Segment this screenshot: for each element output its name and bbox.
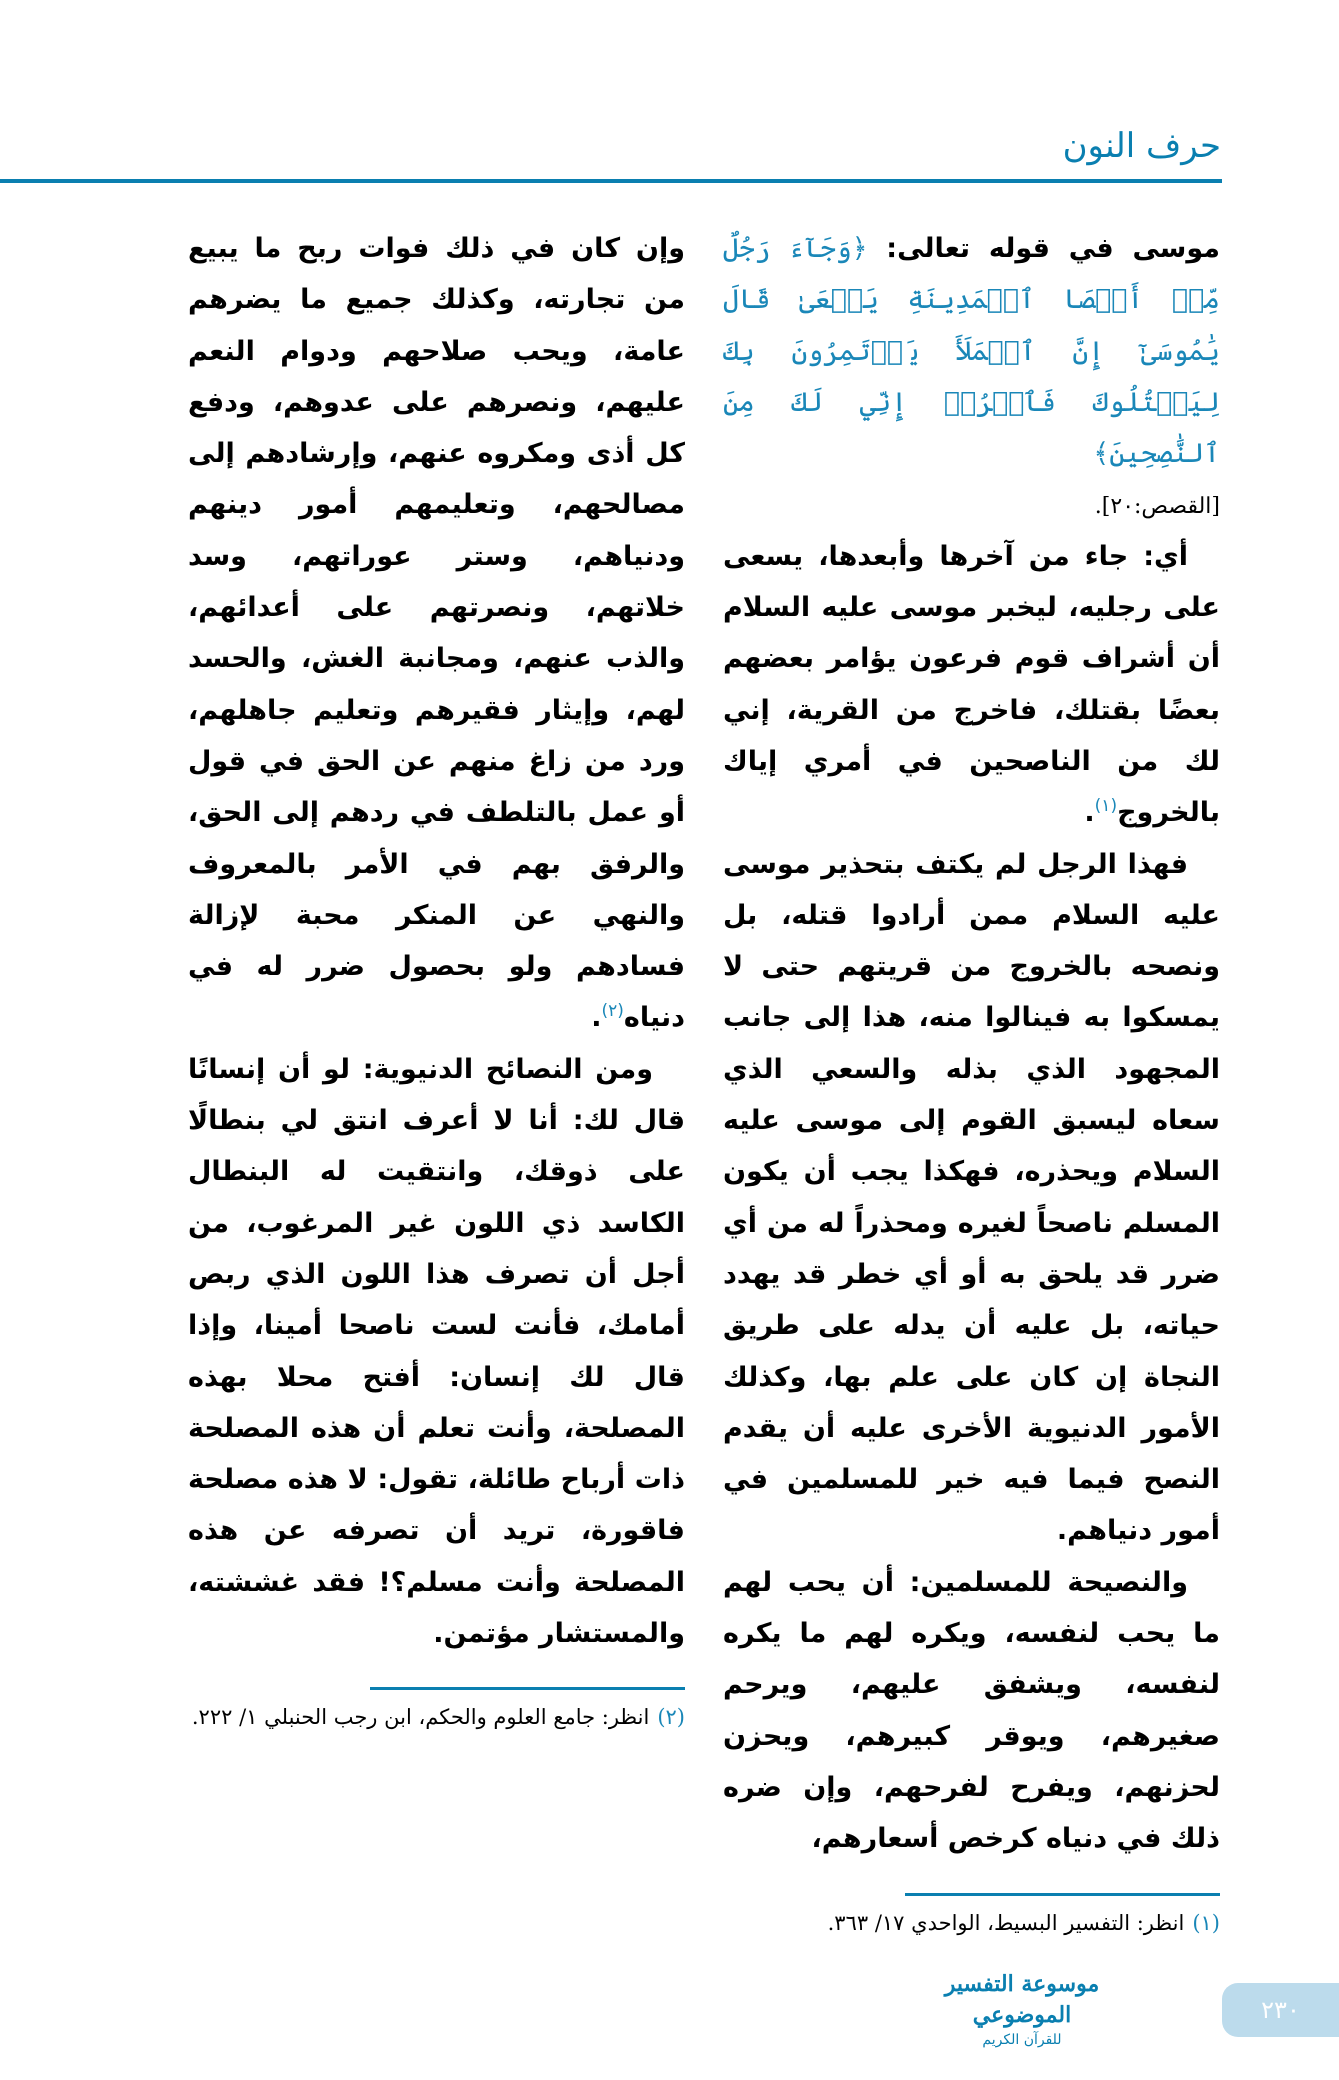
- paragraph: [723, 531, 1220, 839]
- footnote-ref-2[interactable]: (٢): [601, 1001, 624, 1022]
- footnote-divider: [905, 1893, 1220, 1896]
- footnote-number: (٢): [657, 1705, 685, 1730]
- footnote-1: [723, 1908, 1220, 1940]
- logo-title: موسوعة التفسير الموضوعي: [944, 1971, 1100, 2028]
- quran-open-ornament-icon: ﴿: [851, 233, 868, 264]
- paragraph-end: .: [591, 1002, 602, 1034]
- right-column-text: [723, 223, 1220, 1865]
- footnote-2: [188, 1702, 685, 1734]
- intro-text: موسى في قوله تعالى:: [867, 233, 1221, 264]
- quran-close-ornament-icon: ﴾: [1093, 438, 1110, 470]
- paragraph: فهذا الرجل لم يكتف بتحذير موسى عليه السلام ممن أرادوا قتله، بل ونصحه بالخروج من قريتهم حتى لا يمسكوا به فينالوا منه، هذا إلى جانب المجهود الذي بذله والسعي الذي سعاه ليسبق القوم إلى موسى عليه السلام ويحذره، فهكذا يجب أن يكون المسلم ناصحاً لغيره ومحذراً له من أي ضرر قد يلحق به أو أي خطر قد يهدد حياته، بل عليه أن يدله على طريق النجاة إن كان على علم بها، وكذلك الأمور الدنيوية الأخرى عليه أن يقدم النصح فيما فيه خير للمسلمين في أمور دنياهم.: [723, 848, 1220, 1547]
- footnote-text: انظر: جامع العلوم والحكم، ابن رجب الحنبلي ١/ ٢٢٢.: [191, 1705, 650, 1730]
- quran-reference: [القصص:٢٠].: [1094, 494, 1220, 520]
- page-footer: [0, 1969, 1339, 2080]
- quran-paragraph: [723, 223, 1220, 479]
- paragraph-text: وإن كان في ذلك فوات ربح ما يبيع من تجارته، وكذلك جميع ما يضرهم عامة، ويحب صلاحهم ودوام النعم عليهم، ونصرهم على عدوهم، ودفع كل أذى ومكروه عنهم، وإرشادهم إلى مصالحهم، وتعليمهم أمور دينهم ودنياهم، وستر عوراتهم، وسد خلاتهم، ونصرتهم على أعدائهم، والذب عنهم، ومجانبة الغش، والحسد لهم، وإيثار فقيرهم وتعليم جاهلهم، ورد من زاغ منهم عن الحق في قول أو عمل بالتلطف في ردهم إلى الحق، والرفق بهم في الأمر بالمعروف والنهي عن المنكر محبة لإزالة فسادهم ولو بحصول ضرر له في دنياه: [188, 233, 685, 1034]
- paragraph-end: .: [1084, 797, 1095, 829]
- paragraph-text: أي: جاء من آخرها وأبعدها، يسعى على رجليه، ليخبر موسى عليه السلام أن أشراف قوم فرعون يؤامر بعضهم بعضًا بقتلك، فاخرج من القرية، إني لك من الناصحين في أمري إياك بالخروج: [723, 540, 1220, 829]
- logo-subtitle: للقرآن الكريم: [982, 2031, 1062, 2048]
- paragraph: [188, 223, 685, 1044]
- paragraph: ومن النصائح الدنيوية: لو أن إنسانًا قال لك: أنا لا أعرف انتق لي بنطالًا على ذوقك، وانتقيت له البنطال الكاسد ذي اللون غير المرغوب، من أجل أن تصرف هذا اللون الذي ربص أمامك، فأنت لست ناصحا أمينا، وإذا قال لك إنسان: أفتح محلا بهذه المصلحة، وأنت تعلم أن هذه المصلحة ذات أرباح طائلة، تقول: لا هذه مصلحة فاقورة، تريد أن تصرفه عن هذه المصلحة وأنت مسلم؟! فقد غششته، والمستشار مؤتمن.: [188, 1053, 685, 1650]
- quran-reference-line: [723, 479, 1220, 530]
- footnote-text: انظر: التفسير البسيط، الواحدي ١٧/ ٣٦٣.: [827, 1910, 1185, 1935]
- page-number: ٢٣٠: [1261, 1995, 1300, 2024]
- footnote-area-right: [723, 1893, 1220, 1940]
- right-text-column: [723, 223, 1220, 1939]
- left-column-text: [188, 223, 685, 1659]
- footnote-ref-1[interactable]: (١): [1094, 796, 1118, 817]
- header-divider: [0, 179, 1222, 183]
- left-text-column: [188, 223, 685, 1734]
- paragraph: والنصيحة للمسلمين: أن يحب لهم ما يحب لنفسه، ويكره لهم ما يكره لنفسه، ويشفق عليهم، ويرحم صغيرهم، ويوقر كبيرهم، ويحزن لحزنهم، ويفرح لفرحهم، وإن ضره ذلك في دنياه كرخص أسعارهم،: [723, 1566, 1220, 1855]
- footnote-number: (١): [1192, 1910, 1220, 1935]
- page-number-badge: [1222, 1983, 1339, 2037]
- footnote-area-left: [188, 1687, 685, 1734]
- footnote-divider: [370, 1687, 685, 1690]
- page-header: [0, 0, 1339, 183]
- encyclopedia-logo: [892, 1969, 1152, 2050]
- quran-verse: وَجَآءَ رَجُلٌ مِّنۡ أَقۡصَا ٱلۡمَدِينَةِ يَسۡعَىٰ قَالَ يَٰمُوسَىٰٓ إِنَّ ٱلۡمَلَأَ يَأۡتَمِرُونَ بِكَ لِيَقۡتُلُوكَ فَٱخۡرُجۡ إِنِّي لَكَ مِنَ ٱلنَّٰصِحِينَ: [723, 233, 1220, 470]
- two-column-body: [0, 183, 1339, 1939]
- chapter-title: حرف النون: [1062, 126, 1221, 166]
